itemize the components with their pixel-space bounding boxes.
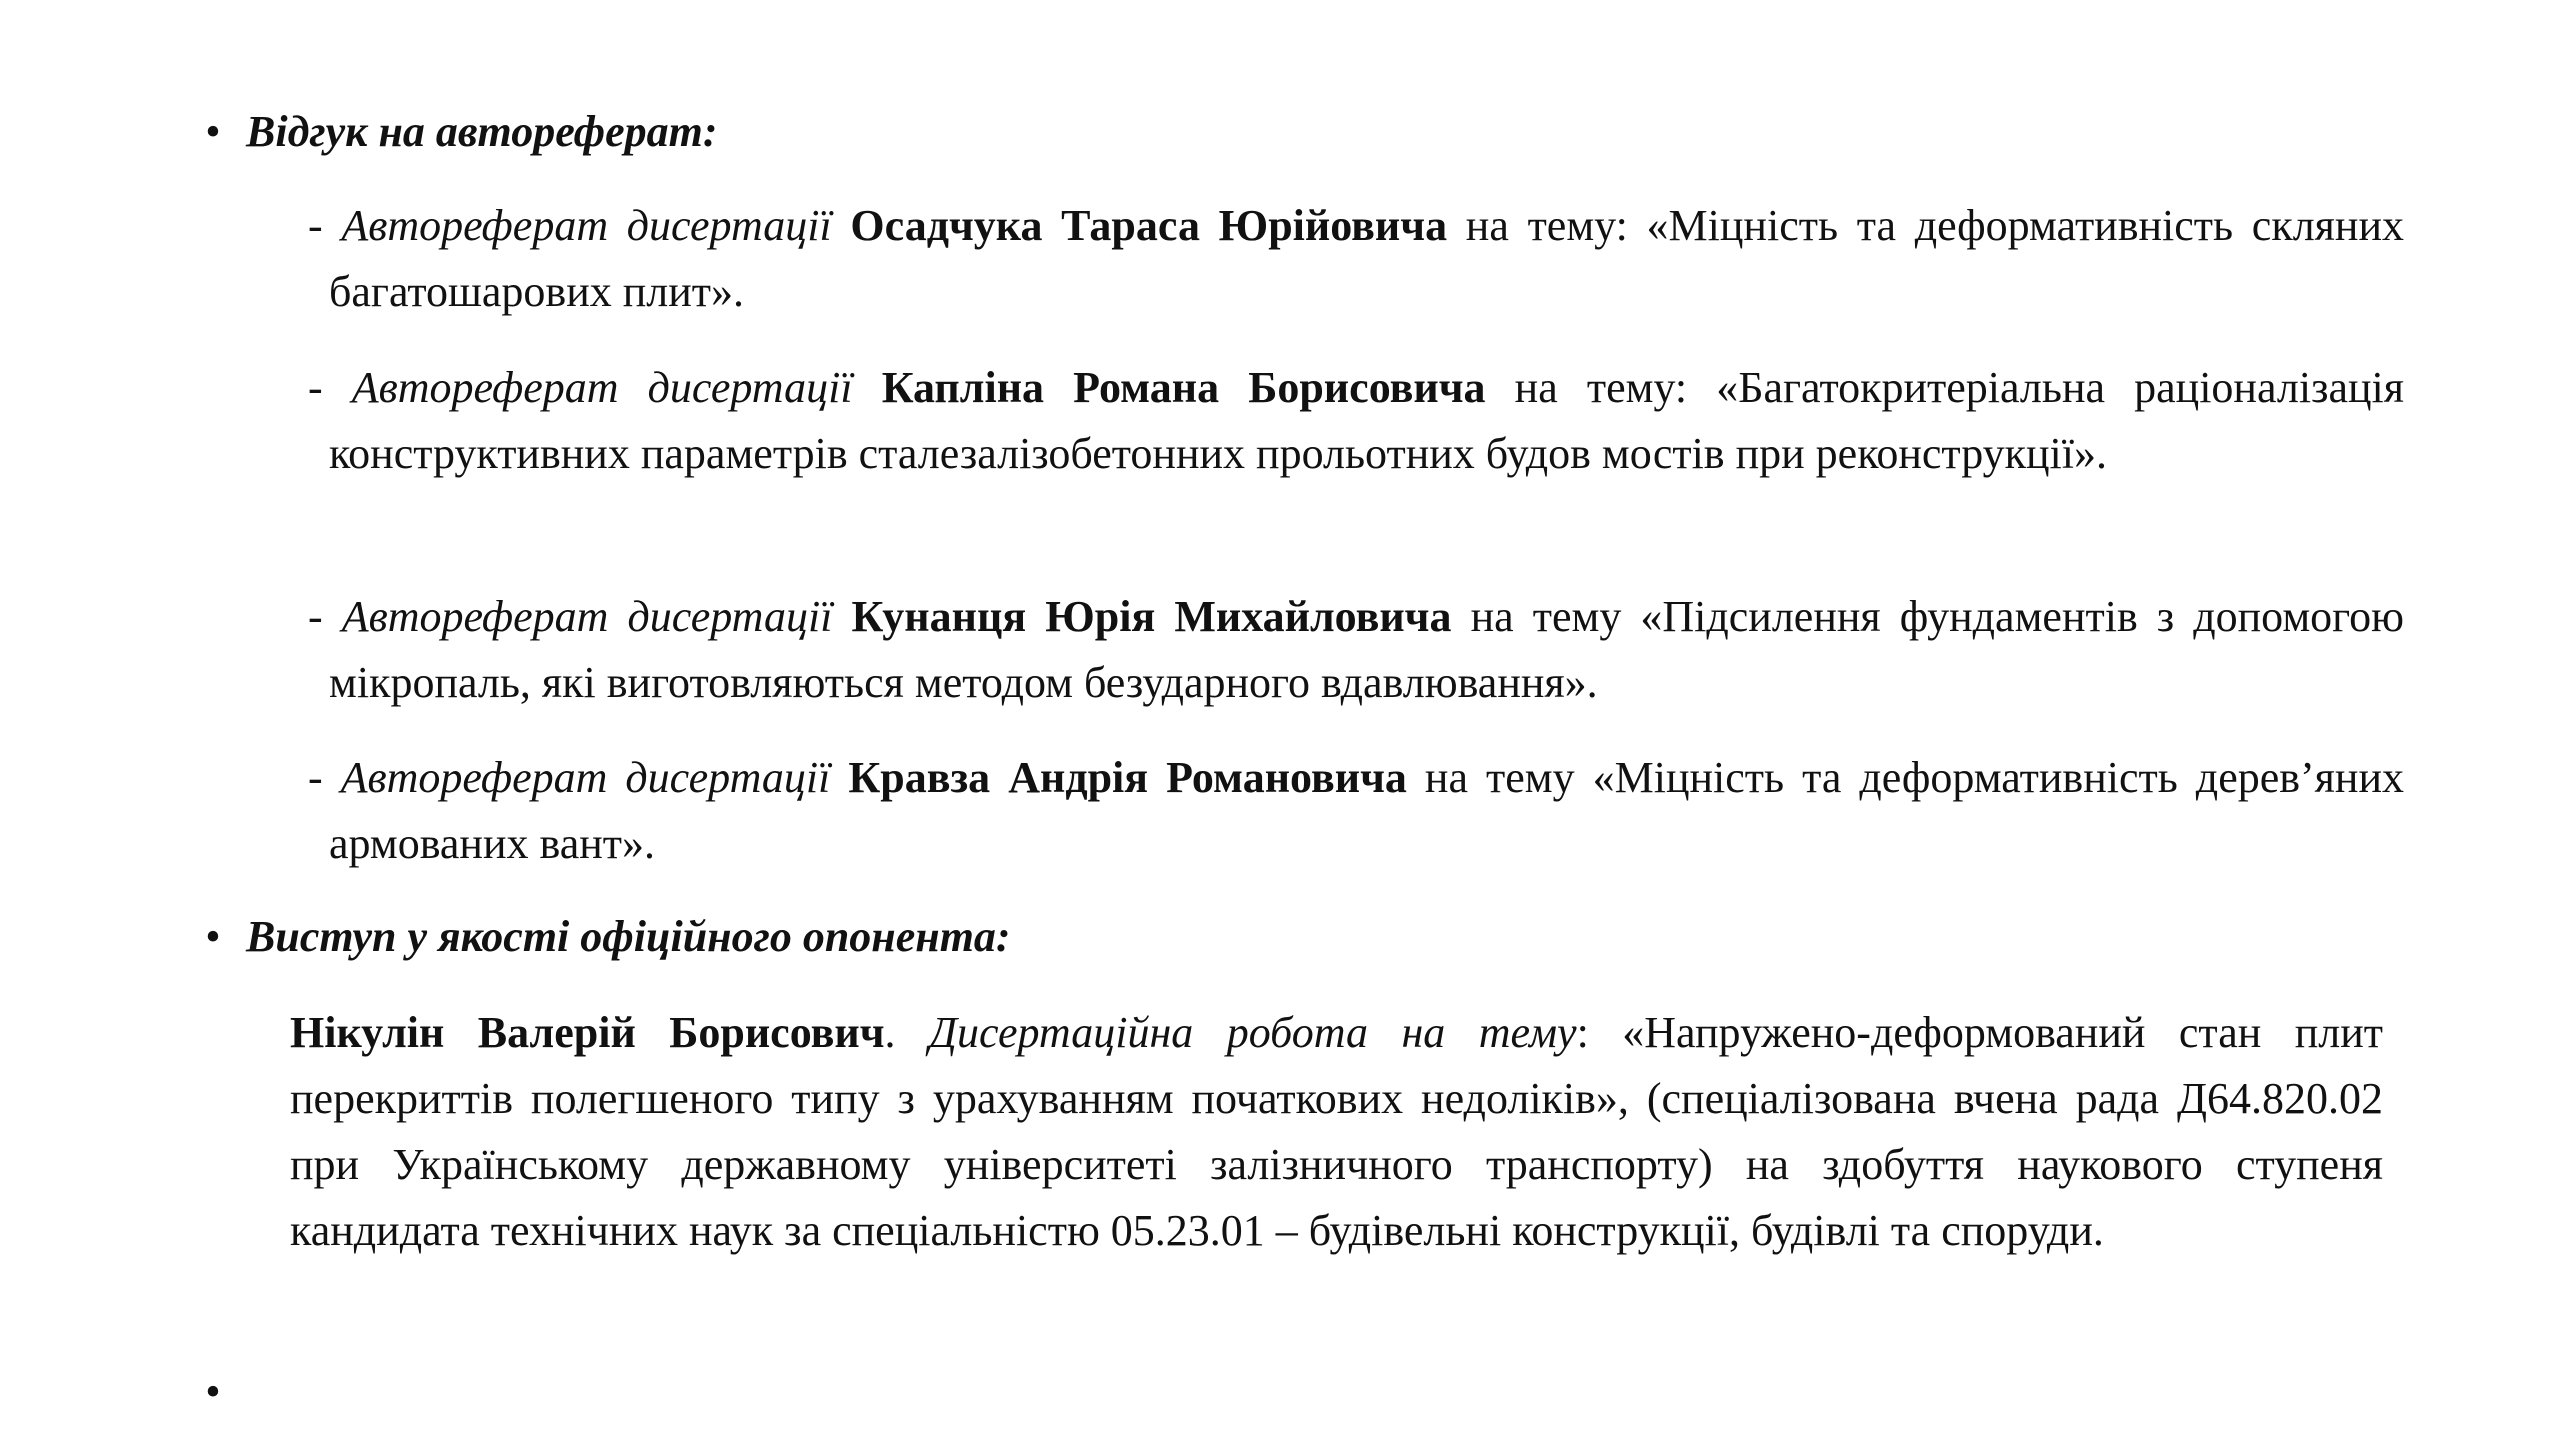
abstract-item	[308, 193, 2404, 325]
item-topic: на тему: «Багатокритеріальна раціоналізація конструктивних параметрів сталезалізобетонних прольотних будов мостів при реконструкції».	[329, 363, 2405, 478]
item-author: Кунанця Юрія Михайловича	[851, 592, 1452, 641]
opponent-name: Нікулін Валерій Борисович	[290, 1008, 885, 1057]
abstracts-title: Відгук на автореферат:	[246, 107, 718, 156]
item-dash: -	[308, 592, 323, 641]
item-dash: -	[308, 363, 323, 412]
opponent-paragraph	[290, 1000, 2383, 1264]
abstract-item	[308, 355, 2404, 487]
item-author: Капліна Романа Борисовича	[881, 363, 1486, 412]
item-topic: на тему «Міцність та деформативність дерев’яних армованих вант».	[329, 753, 2405, 868]
item-author: Кравза Андрія Романовича	[848, 753, 1407, 802]
bullet-marker: •	[205, 107, 221, 156]
opponent-title: Виступ у якості офіційного опонента:	[246, 912, 1011, 961]
item-topic: на тему: «Міцність та деформативність скляних багатошарових плит».	[329, 201, 2404, 316]
opponent-work-type: Дисертаційна робота на тему	[929, 1008, 1577, 1057]
opponent-topic: : «Напружено-деформований стан плит перекриттів полегшеного типу з урахуванням початкових недоліків», (спеціалізована вчена рада Д64.820.02 при Українському державному університеті залізничного транспорту) на здобуття наукового ступеня кандидата технічних наук за спеціальністю 05.23.01 – будівельні конструкції, будівлі та споруди.	[290, 1008, 2384, 1255]
item-dash: -	[308, 753, 323, 802]
opponent-separator: .	[884, 1008, 930, 1057]
item-dash: -	[308, 201, 323, 250]
bullet-marker: •	[205, 1367, 221, 1416]
item-author: Осадчука Тараса Юрійовича	[850, 201, 1448, 250]
item-type: Автореферат дисертації	[341, 201, 832, 250]
item-topic: на тему «Підсилення фундаментів з допомогою мікропаль, які виготовляються методом безударного вдавлювання».	[329, 592, 2405, 707]
item-type: Автореферат дисертації	[341, 592, 833, 641]
item-type: Автореферат дисертації	[340, 753, 831, 802]
item-type: Автореферат дисертації	[351, 363, 853, 412]
abstract-item	[308, 745, 2404, 877]
abstract-item	[308, 584, 2404, 716]
bullet-marker: •	[205, 912, 221, 961]
